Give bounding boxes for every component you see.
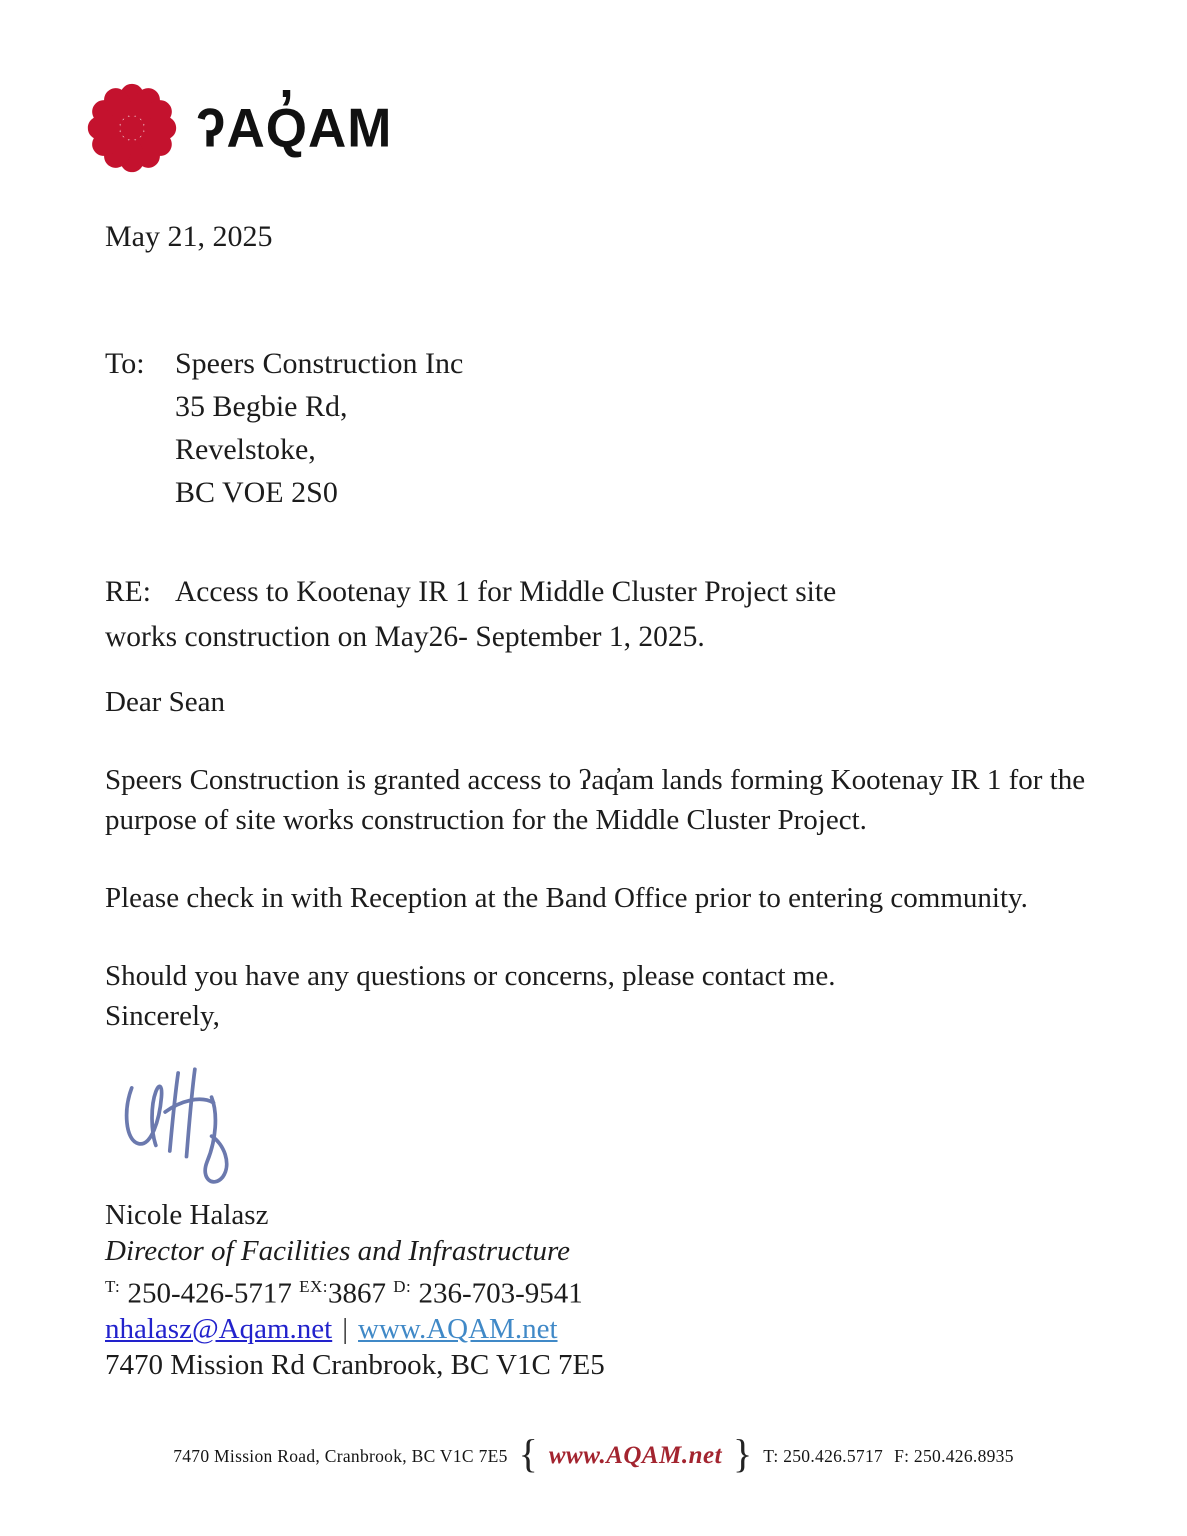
- phone-number: 250-426-5717: [127, 1277, 292, 1310]
- direct-label: D:: [393, 1277, 412, 1296]
- page-footer: [0, 1431, 1187, 1476]
- subject-line: works construction on May26- September 1, 2025.: [105, 621, 705, 653]
- website-link[interactable]: www.AQAM.net: [358, 1313, 558, 1346]
- recipient-line: BC VOE 2S0: [175, 476, 338, 509]
- salutation: Dear Sean: [105, 686, 225, 718]
- extension-label: EX:: [299, 1277, 328, 1296]
- closing-block: [105, 956, 1090, 1036]
- recipient-block: [105, 342, 1187, 514]
- closing-word: Sincerely,: [105, 1000, 220, 1032]
- email-link[interactable]: nhalasz@Aqam.net: [105, 1313, 333, 1346]
- signature-image: [118, 1060, 1187, 1190]
- subject-block: [105, 570, 1187, 660]
- aqam-flower-logo-icon: [84, 80, 180, 176]
- body-paragraph: Please check in with Reception at the Band Office prior to entering community.: [105, 882, 1028, 914]
- direct-number: 236-703-9541: [418, 1277, 583, 1310]
- footer-fax: F: 250.426.8935: [894, 1445, 1014, 1466]
- recipient-line: 35 Begbie Rd,: [175, 390, 348, 423]
- signer-phone-line: [105, 1269, 1187, 1312]
- footer-brace-right: }: [733, 1431, 753, 1476]
- recipient-line: Revelstoke,: [175, 433, 316, 466]
- subject-line: Access to Kootenay IR 1 for Middle Cluster Project site: [175, 576, 837, 608]
- phone-label: T:: [105, 1277, 121, 1296]
- recipient-line: Speers Construction Inc: [175, 347, 464, 380]
- footer-address: 7470 Mission Road, Cranbrook, BC V1C 7E5: [173, 1445, 508, 1466]
- body-paragraph: Speers Construction is granted access to ʔaq̓am lands forming Kootenay IR 1 for the purpose of site works construction for the Middle Cluster Project.: [105, 764, 1086, 836]
- link-separator: |: [342, 1313, 349, 1346]
- extension-number: 3867: [327, 1277, 386, 1310]
- footer-brace-left: {: [518, 1431, 538, 1476]
- letter-date: May 21, 2025: [105, 220, 273, 253]
- recipient-address: [175, 342, 463, 514]
- signer-name: Nicole Halasz: [105, 1199, 269, 1231]
- brand-wordmark: ʔAQ̓AM: [196, 97, 393, 159]
- footer-website: www.AQAM.net: [548, 1442, 723, 1469]
- body-paragraph: Should you have any questions or concerns, please contact me.: [105, 960, 836, 992]
- letterhead: [84, 80, 1187, 176]
- recipient-label: To:: [105, 347, 145, 380]
- footer-phone: T: 250.426.5717: [763, 1445, 884, 1466]
- signer-links-line: [105, 1312, 1187, 1348]
- signer-address: 7470 Mission Rd Cranbrook, BC V1C 7E5: [105, 1348, 605, 1381]
- signer-title: Director of Facilities and Infrastructure: [105, 1234, 571, 1267]
- signature-block: [105, 1198, 1187, 1383]
- subject-label: RE:: [105, 576, 151, 608]
